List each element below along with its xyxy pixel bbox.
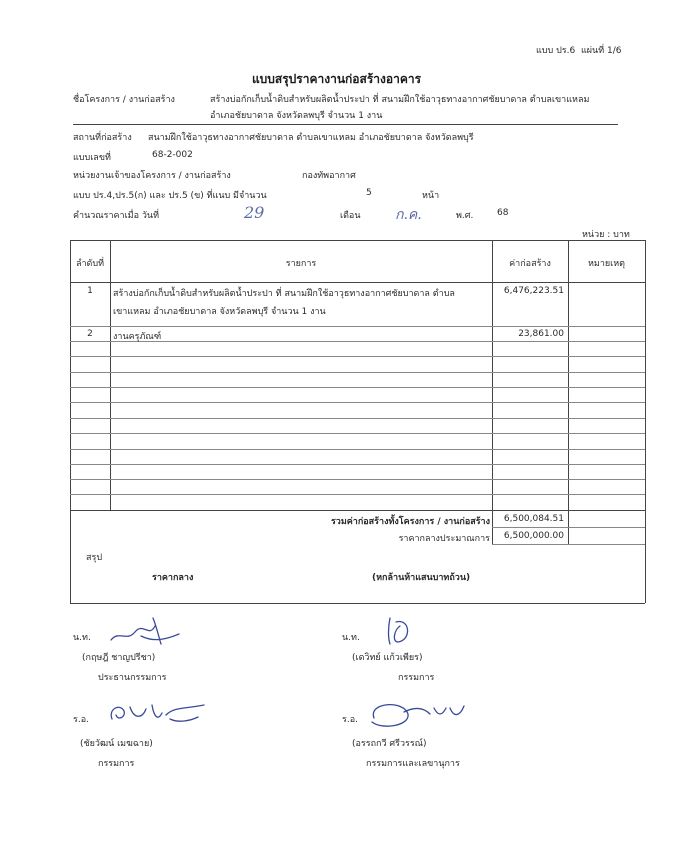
signer-3-role: กรรมการ [98, 759, 135, 769]
signer-1-name: (กฤษฎี ชาญปรีชา) [82, 653, 156, 663]
signer-3-name: (ชัยวัฒน์ เมฆฉาย) [80, 739, 153, 749]
median-price-label: ราคากลาง [152, 573, 194, 583]
attachment-count: 5 [366, 188, 372, 198]
calc-day: 29 [244, 203, 265, 222]
header-cost: ค่าก่อสร้าง [509, 259, 551, 269]
unit-note: หน่วย : บาท [582, 230, 630, 240]
header-no: ลำดับที่ [75, 259, 105, 269]
row-number: 1 [87, 286, 93, 296]
form-number-label: แบบเลขที่ [73, 153, 111, 163]
attachment-label: แบบ ปร.4,ปร.5(ก) และ ปร.5 (ข) ที่แนบ มีจำนวน [73, 191, 267, 201]
signer-2-prefix: น.ท. [342, 633, 360, 643]
page-title: แบบสรุปราคางานก่อสร้างอาคาร [251, 72, 422, 86]
project-name-line2: อำเภอชัยบาดาล จังหวัดลพบุรี จำนวน 1 งาน [210, 111, 383, 121]
row-description: สร้างบ่อกักเก็บน้ำดิบสำหรับผลิตน้ำประปา ที่ สนามฝึกใช้อาวุธทางอากาศชัยบาดาล ตำบล [113, 289, 455, 299]
row-description-cont: เขาแหลม อำเภอชัยบาดาล จังหวัดลพบุรี จำนวน 1 งาน [113, 307, 326, 317]
signature-1-icon [105, 612, 185, 648]
calc-month: ก.ค. [395, 207, 422, 223]
summary-label: สรุป [86, 553, 103, 563]
signer-2-role: กรรมการ [398, 673, 435, 683]
attachment-unit: หน้า [422, 191, 440, 201]
total-label: รวมค่าก่อสร้างทั้งโครงการ / งานก่อสร้าง [330, 517, 490, 527]
project-label: ชื่อโครงการ / งานก่อสร้าง [73, 95, 175, 105]
row-number: 2 [87, 329, 93, 339]
owner-value: กองทัพอากาศ [302, 171, 356, 181]
header-remark: หมายเหตุ [587, 259, 626, 269]
signer-1-role: ประธานกรรมการ [98, 673, 167, 683]
month-label: เดือน [340, 211, 361, 221]
project-name-line1: สร้างบ่อกักเก็บน้ำดิบสำหรับผลิตน้ำประปา ที่ สนามฝึกใช้อาวุธทางอากาศชัยบาดาล ตำบลเขาแหลม [210, 95, 590, 105]
calc-year: 68 [497, 208, 509, 218]
year-label: พ.ศ. [456, 211, 474, 221]
signature-3-icon [104, 697, 214, 729]
median-price-words: (หกล้านห้าแสนบาทถ้วน) [372, 573, 471, 583]
project-divider [73, 124, 618, 125]
signature-2-icon [376, 612, 426, 648]
header-item: รายการ [285, 259, 317, 269]
owner-label: หน่วยงานเจ้าของโครงการ / งานก่อสร้าง [73, 171, 231, 181]
location-label: สถานที่ก่อสร้าง [73, 133, 132, 143]
row-description: งานครุภัณฑ์ [113, 332, 162, 342]
signature-4-icon [364, 696, 474, 734]
signer-1-prefix: น.ท. [73, 633, 91, 643]
signer-2-name: (เดวิทย์ แก้วเพียร) [352, 653, 423, 663]
estimate-value: 6,500,000.00 [503, 531, 564, 541]
calc-date-label: คำนวณราคาเมื่อ วันที่ [73, 211, 160, 221]
location-value: สนามฝึกใช้อาวุธทางอากาศชัยบาดาล ตำบลเขาแหลม อำเภอชัยบาดาล จังหวัดลพบุรี [148, 133, 474, 143]
form-reference: แบบ ปร.6 แผ่นที่ 1/6 [536, 46, 622, 56]
signer-4-role: กรรมการและเลขานุการ [366, 759, 460, 769]
row-amount: 23,861.00 [518, 329, 564, 339]
signer-4-prefix: ร.อ. [342, 715, 358, 725]
signer-4-name: (อรรถกวี ศรีวรรณ์) [352, 739, 427, 749]
form-number-value: 68-2-002 [152, 150, 193, 160]
estimate-label: ราคากลางประมาณการ [398, 534, 490, 544]
total-value: 6,500,084.51 [503, 514, 564, 524]
row-amount: 6,476,223.51 [503, 286, 564, 296]
signer-3-prefix: ร.อ. [73, 715, 89, 725]
